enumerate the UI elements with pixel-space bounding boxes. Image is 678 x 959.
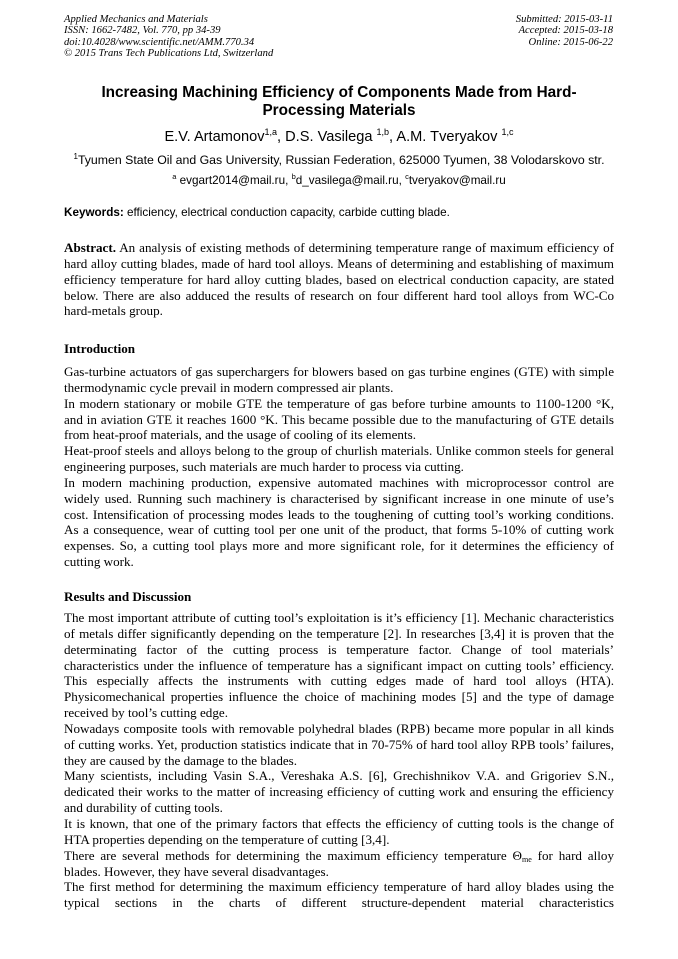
section-heading-introduction: Introduction: [64, 341, 136, 356]
abstract-label: Abstract.: [64, 240, 116, 255]
paragraph: There are several methods for determining the maximum efficiency temperature $\Theta_{me}$ for hard alloy blades. However, they have several disadvantages.: [64, 847, 614, 879]
paper-title: Increasing Machining Efficiency of Components Made from Hard- Processing Materials: [101, 84, 577, 119]
dates-header: [516, 14, 613, 48]
keywords: Keywords: efficiency, electrical conduction capacity, carbide cutting blade.: [64, 206, 450, 219]
online-date: Online: 2015-06-22: [528, 36, 613, 48]
abstract-text: An analysis of existing methods of determining temperature range of maximum efficiency of hard alloy cutting blades, made of hard tool alloys. Means of determining and establishing of maximum efficiency temperature for hard alloy cutting blades, based on electrical conduction capacity, are stated below. There are also adduced the results of research on four different hard tool alloys from WC-Co hard-metals group.: [64, 240, 614, 319]
abstract: [64, 240, 614, 319]
submitted-date: Submitted: 2015-03-11: [515, 14, 613, 25]
journal-header: [64, 14, 273, 60]
journal-copyright: © 2015 Trans Tech Publications Ltd, Switzerland: [64, 48, 274, 60]
accepted-date: Accepted: 2015-03-18: [518, 25, 613, 37]
journal-name: Applied Mechanics and Materials: [64, 14, 208, 25]
paragraph: In modern machining production, expensive automated machines with microprocessor control are widely used. Running such machinery is characterised by significant increase in one minute of use’s cost. Intensification of processing modes leads to the toughening of cutting tool’s working conditions. As a consequence, wear of cutting tool per one unit of the product, that forms 5-10% of cutting work expenses. So, a cutting tool plays more and more significant role, for it determines the efficiency of cutting work.: [64, 474, 614, 570]
affiliation: $^1$Tyumen State Oil and Gas University, Russian Federation, 625000 Tyumen, 38 Volodarskovo str.: [73, 152, 605, 168]
paragraph: The first method for determining the maximum efficiency temperature of hard alloy blades using the typical sections in the charts of different structure-dependent material characteristics: [64, 879, 614, 911]
paragraph: Heat-proof steels and alloys belong to the group of churlish materials. Unlike common steels for general engineering purposes, such materials are much harder to process via cutting.: [64, 443, 614, 475]
section-heading-results: Results and Discussion: [64, 589, 192, 604]
paragraph: It is known, that one of the primary factors that effects the efficiency of cutting tools is the change of HTA properties depending on the temperature of cutting [3,4].: [64, 815, 614, 847]
paragraph: Nowadays composite tools with removable polyhedral blades (RPB) became more popular in all kinds of cutting works. Yet, production statistics indicate that in 70-75% of hard tool alloy RPB tools’ failures, they are caused by the damage to the blades.: [64, 720, 614, 768]
author-name: D.S. Vasilega: [285, 128, 377, 145]
paragraph: In modern stationary or mobile GTE the temperature of gas before turbine amounts to 1100-1200 °K, and in aviation GTE it reaches 1600 °K. This became possible due to the manufacturing of GTE details from heat-proof materials, and the usage of cooling of its elements.: [64, 395, 614, 443]
paragraph: Gas-turbine actuators of gas superchargers for blowers based on gas turbine engines (GTE) with simple thermodynamic cycle prevail in modern compressed air plants.: [64, 364, 614, 395]
paragraph: Many scientists, including Vasin S.A., Vereshaka A.S. [6], Grechishnikov V.A. and Grigoriev S.N., dedicated their works to the matter of increasing efficiency of cutting work and ensuring the efficiency and durability of cutting tools.: [64, 768, 614, 816]
author-name: A.M. Tveryakov: [396, 128, 502, 145]
author-list: E.V. Artamonov$^{1,a}$, D.S. Vasilega $^{1,b}$, A.M. Tveryakov $^{1,c}$: [164, 127, 514, 145]
journal-doi: doi:10.4028/www.scientific.net/AMM.770.34: [64, 36, 255, 48]
paragraph: The most important attribute of cutting tool’s exploitation is it’s efficiency [1]. Mechanic characteristics of metals differ significantly depending on the temperature [2]. In researches [3,4] it is proven that the determinating factor of the cutting process is temperature factor. Change of tool materials’ characteristics under the influence of temperature has a significant impact on cutting tools’ efficiency. This especially affects the instruments with cutting edges made of hard tool alloys (HTA). Physicomechanical properties influence the choice of machining modes [5] and the type of damage received by tool’s cutting edge.: [64, 610, 614, 721]
journal-issn: ISSN: 1662-7482, Vol. 770, pp 34-39: [64, 25, 221, 37]
author-emails: $^a$ evgart2014@mail.ru, $^b$d_vasilega@mail.ru, $^c$tveryakov@mail.ru: [172, 172, 506, 187]
author-name: E.V. Artamonov: [164, 128, 265, 145]
results-body: [64, 610, 614, 911]
introduction-body: [64, 364, 614, 570]
